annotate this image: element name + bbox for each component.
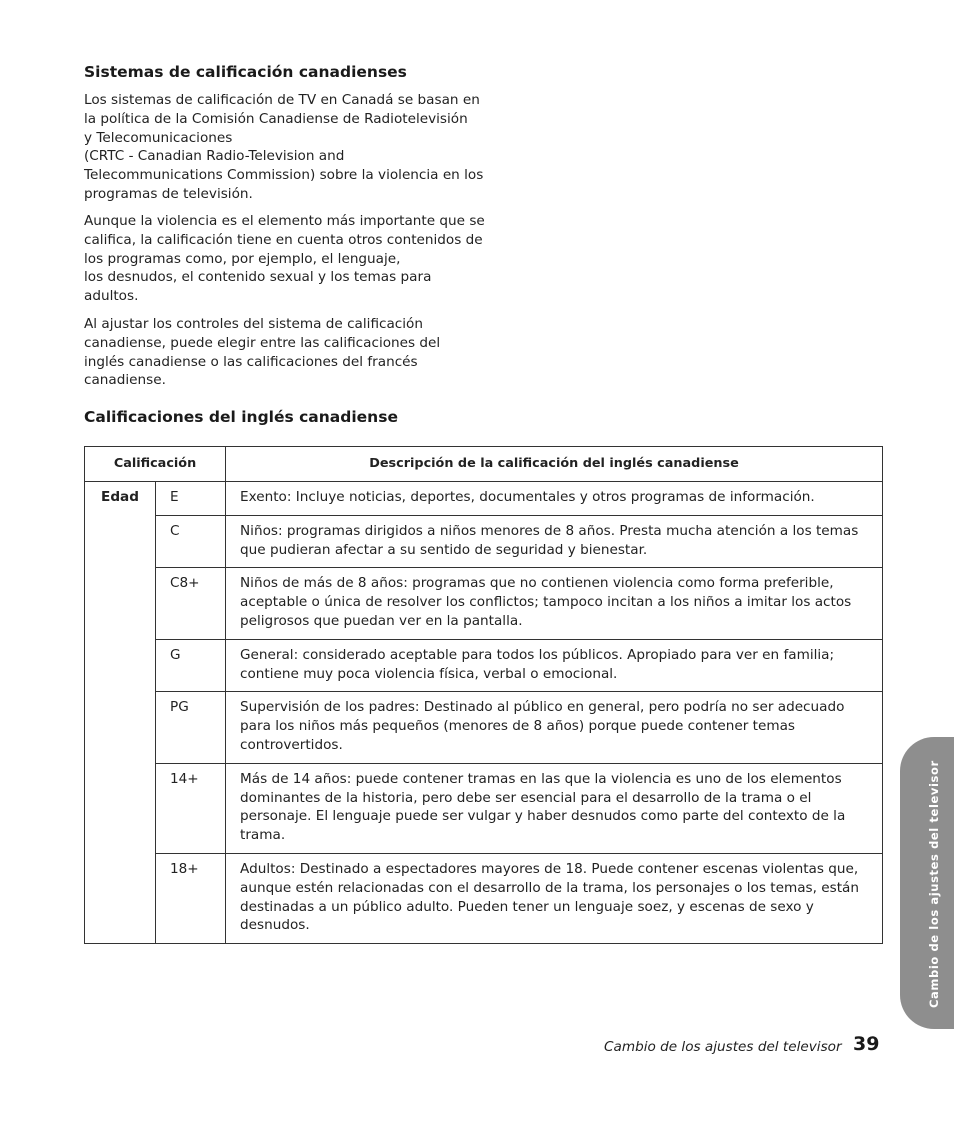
description-line: personaje. El lenguaje puede ser vulgar y haber desnudos como parte del contexto de la <box>240 808 846 825</box>
text-line: programas de televisión. <box>84 185 253 202</box>
description-line: controvertidos. <box>240 736 343 753</box>
table-row <box>85 482 883 516</box>
table-row <box>85 853 883 943</box>
text-line: la política de la Comisión Canadiense de Radiotelevisión <box>84 110 468 127</box>
chapter-side-tab-label: Cambio de los ajustes del televisor <box>927 760 941 1008</box>
table-row <box>85 763 883 853</box>
description-line: que pudieran afectar a su sentido de seguridad y bienestar. <box>240 541 648 558</box>
rating-code: E <box>156 482 226 516</box>
text-line: y Telecomunicaciones <box>84 129 233 146</box>
table-header-row <box>85 447 883 482</box>
text-line: adultos. <box>84 288 139 305</box>
rating-description <box>226 692 883 763</box>
header-rating: Calificación <box>85 447 226 482</box>
rating-code: C <box>156 515 226 568</box>
rating-code: G <box>156 639 226 692</box>
text-line: Aunque la violencia es el elemento más importante que se <box>84 213 485 229</box>
description-line: peligrosos que puedan ver en la pantalla. <box>240 612 523 629</box>
text-line: los programas como, por ejemplo, el lenguaje, <box>84 250 401 267</box>
text-line: Telecommunications Commission) sobre la violencia en los <box>84 167 484 184</box>
description-line: Exento: Incluye noticias, deportes, documentales y otros programas de información. <box>240 489 815 505</box>
description-line: dominantes de la historia, pero debe ser esencial para el desarrollo de la trama o el <box>240 789 812 806</box>
table-row <box>85 692 883 763</box>
description-line: Más de 14 años: puede contener tramas en las que la violencia es uno de los elementos <box>240 770 842 787</box>
description-line: contiene muy poca violencia física, verbal o emocional. <box>240 665 618 682</box>
rating-description <box>226 763 883 853</box>
description-line: Supervisión de los padres: Destinado al público en general, pero podría no ser adecuado <box>240 699 845 716</box>
rating-code: PG <box>156 692 226 763</box>
paragraph-controls <box>84 315 474 390</box>
table-row <box>85 639 883 692</box>
description-line: Niños: programas dirigidos a niños menores de 8 años. Presta mucha atención a los temas <box>240 522 859 539</box>
ratings-table <box>84 446 883 944</box>
rating-code: 18+ <box>156 853 226 943</box>
description-line: aceptable o única de resolver los conflictos; tampoco incitan a los niños a imitar los actos <box>240 594 852 611</box>
rating-description <box>226 568 883 639</box>
text-line: califica, la calificación tiene en cuenta otros contenidos de <box>84 231 483 248</box>
age-label: Edad <box>85 482 156 944</box>
rating-description <box>226 853 883 943</box>
rating-code: 14+ <box>156 763 226 853</box>
text-line: los desnudos, el contenido sexual y los temas para <box>84 269 432 286</box>
section-title-systems: Sistemas de calificación canadienses <box>84 63 407 81</box>
description-line: destinadas a un público adulto. Pueden tener un lenguaje soez, y escenas de sexo y <box>240 898 814 915</box>
rating-description <box>226 639 883 692</box>
header-description: Descripción de la calificación del inglés canadiense <box>226 447 883 482</box>
rating-description <box>226 482 883 516</box>
text-line: canadiense, puede elegir entre las calificaciones del <box>84 334 441 351</box>
description-line: trama. <box>240 827 286 844</box>
text-line: inglés canadiense o las calificaciones del francés <box>84 353 418 370</box>
rating-code: C8+ <box>156 568 226 639</box>
description-line: desnudos. <box>240 917 310 934</box>
text-line: canadiense. <box>84 372 166 389</box>
text-line: Los sistemas de calificación de TV en Canadá se basan en <box>84 92 480 108</box>
description-line: aunque estén relacionadas con el desarrollo de la trama, los personajes o los temas, están <box>240 879 859 896</box>
table-row <box>85 568 883 639</box>
description-line: Adultos: Destinado a espectadores mayores de 18. Puede contener escenas violentas que, <box>240 860 859 877</box>
description-line: General: considerado aceptable para todos los públicos. Apropiado para ver en familia; <box>240 646 835 663</box>
paragraph-violence <box>84 212 485 306</box>
table-row <box>85 515 883 568</box>
text-line: (CRTC - Canadian Radio-Television and <box>84 148 345 165</box>
description-line: para los niños más pequeños (menores de 8 años) porque puede contener temas <box>240 718 795 735</box>
paragraph-intro <box>84 91 484 204</box>
page-number: 39 <box>853 1033 880 1055</box>
rating-description <box>226 515 883 568</box>
footer-chapter-title: Cambio de los ajustes del televisor <box>604 1039 842 1055</box>
section-title-english: Calificaciones del inglés canadiense <box>84 408 398 426</box>
text-line: Al ajustar los controles del sistema de calificación <box>84 316 423 332</box>
description-line: Niños de más de 8 años: programas que no contienen violencia como forma preferible, <box>240 575 834 592</box>
